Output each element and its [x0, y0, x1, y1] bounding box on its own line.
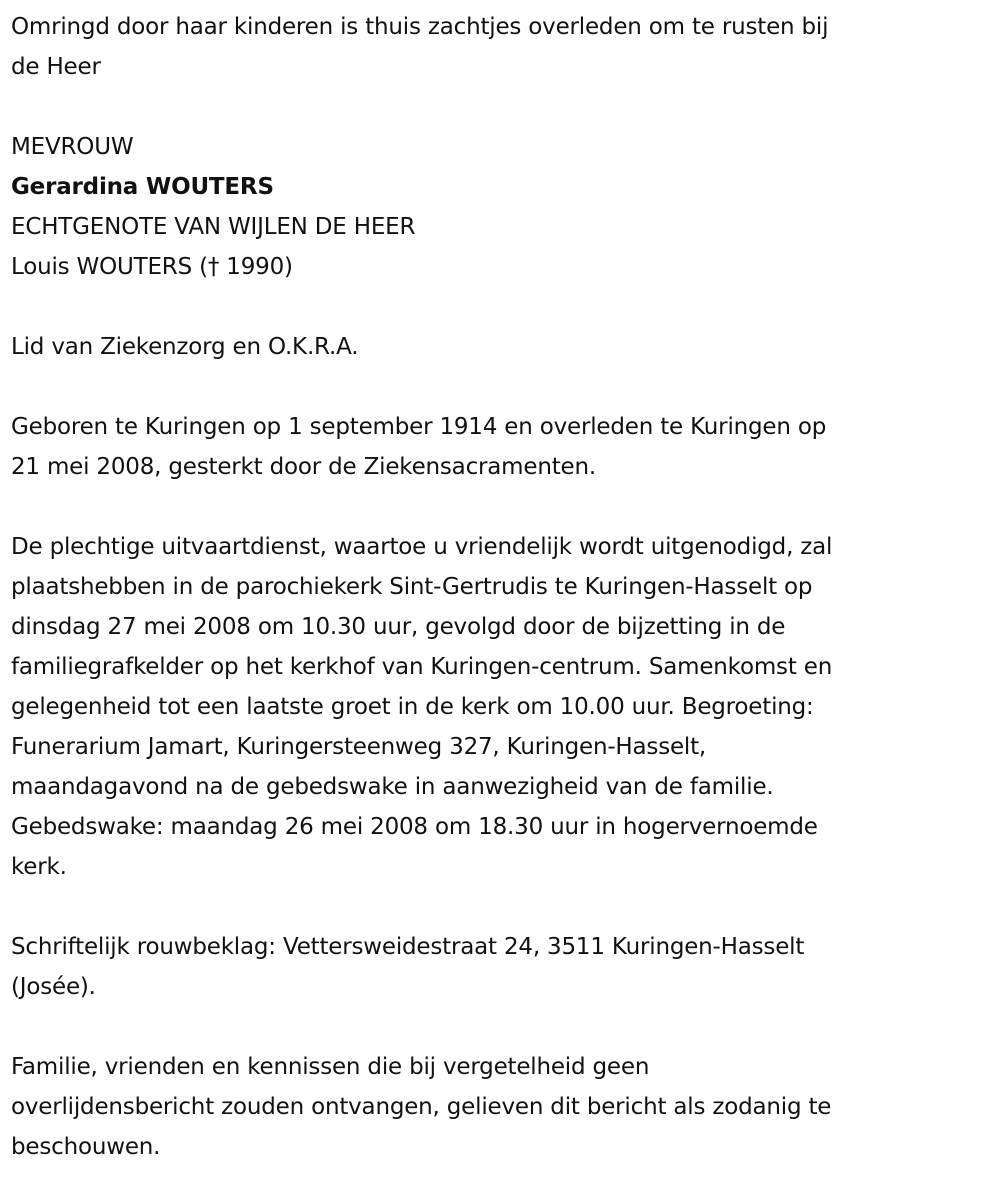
- intro-line: de Heer: [11, 54, 101, 80]
- closing-line: beschouwen.: [11, 1134, 161, 1160]
- intro-line: Omringd door haar kinderen is thuis zachtjes overleden om te rusten bij: [11, 14, 829, 40]
- funeral-line: Gebedswake: maandag 26 mei 2008 om 18.30 uur in hogervernoemde: [11, 814, 818, 840]
- closing-line: Familie, vrienden en kennissen die bij vergetelheid geen: [11, 1054, 650, 1080]
- funeral-line: De plechtige uitvaartdienst, waartoe u vriendelijk wordt uitgenodigd, zal: [11, 534, 833, 560]
- funeral-line: maandagavond na de gebedswake in aanwezigheid van de familie.: [11, 774, 774, 800]
- spouse-name: Louis WOUTERS († 1990): [11, 254, 293, 280]
- funeral-line: kerk.: [11, 854, 67, 880]
- birth-death-line: Geboren te Kuringen op 1 september 1914 en overleden te Kuringen op: [11, 414, 827, 440]
- membership-line: Lid van Ziekenzorg en O.K.R.A.: [11, 334, 359, 360]
- honorific-title: MEVROUW: [11, 134, 134, 160]
- spouse-label: ECHTGENOTE VAN WIJLEN DE HEER: [11, 214, 416, 240]
- closing-line: overlijdensbericht zouden ontvangen, gelieven dit bericht als zodanig te: [11, 1094, 832, 1120]
- deceased-name: Gerardina WOUTERS: [11, 174, 274, 200]
- birth-death-paragraph: [11, 407, 991, 487]
- condolences-line: (Josée).: [11, 974, 96, 1000]
- funeral-line: Funerarium Jamart, Kuringersteenweg 327, Kuringen-Hasselt,: [11, 734, 707, 760]
- identity-block: [11, 127, 991, 287]
- funeral-line: familiegrafkelder op het kerkhof van Kuringen-centrum. Samenkomst en: [11, 654, 833, 680]
- funeral-line: gelegenheid tot een laatste groet in de kerk om 10.00 uur. Begroeting:: [11, 694, 814, 720]
- condolences-line: Schriftelijk rouwbeklag: Vettersweidestraat 24, 3511 Kuringen-Hasselt: [11, 934, 805, 960]
- condolences-paragraph: [11, 927, 991, 1007]
- funeral-line: plaatshebben in de parochiekerk Sint-Gertrudis te Kuringen-Hasselt op: [11, 574, 813, 600]
- birth-death-line: 21 mei 2008, gesterkt door de Ziekensacramenten.: [11, 454, 596, 480]
- funeral-paragraph: [11, 527, 991, 887]
- intro-paragraph: [11, 7, 991, 87]
- closing-paragraph: [11, 1047, 991, 1167]
- funeral-line: dinsdag 27 mei 2008 om 10.30 uur, gevolgd door de bijzetting in de: [11, 614, 786, 640]
- membership-paragraph: [11, 327, 991, 367]
